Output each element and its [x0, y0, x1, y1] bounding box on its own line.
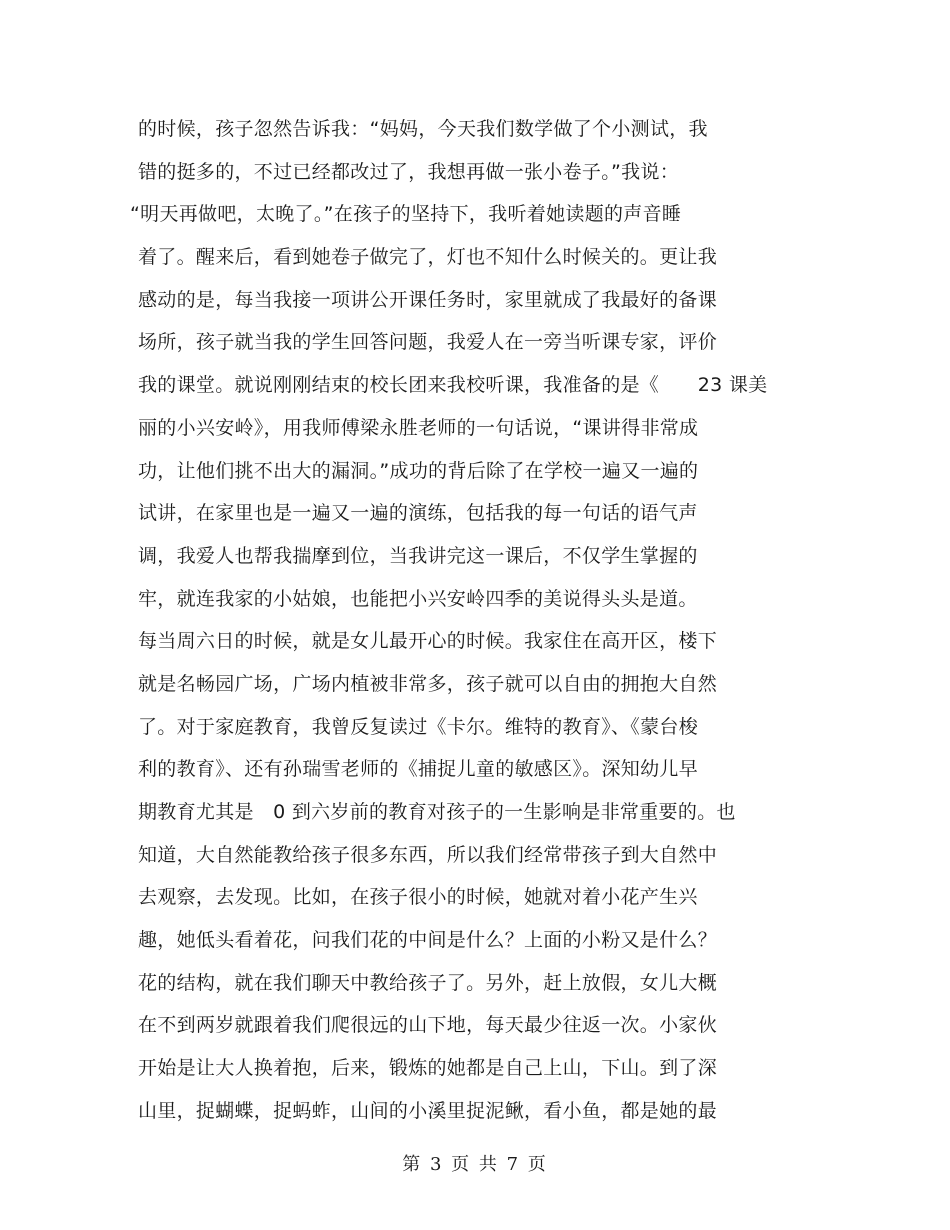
text-line: 山里，捉蝴蝶，捉蚂蚱，山间的小溪里捉泥鳅，看小鱼，都是她的最 — [138, 1099, 718, 1122]
text-line: 去观察，去发现。比如，在孩子很小的时候，她就对着小花产生兴 — [138, 886, 698, 909]
text-line: 感动的是，每当我接一项讲公开课任务时，家里就成了我最好的备课 — [138, 288, 718, 311]
text-line: 了。对于家庭教育，我曾反复读过《卡尔。维特的教育》、《蒙台梭 — [138, 715, 699, 738]
text-line: 知道，大自然能教给孩子很多东西，所以我们经常带孩子到大自然中 — [138, 843, 718, 866]
text-line: 功，让他们挑不出大的漏洞。”成功的背后除了在学校一遍又一遍的 — [138, 459, 699, 482]
text-line: 趣，她低头看着花，问我们花的中间是什么？上面的小粉又是什么？ — [138, 929, 718, 952]
text-line: 的时候，孩子忽然告诉我：“妈妈，今天我们数学做了个小测试，我 — [138, 118, 708, 140]
text-line: 丽的小兴安岭》，用我师傅梁永胜老师的一句话说，“课讲得非常成 — [138, 416, 699, 439]
text-line: “明天再做吧，太晚了。”在孩子的坚持下，我听着她读题的声音睡 — [130, 203, 682, 226]
text-line: 花的结构，就在我们聊天中教给孩子了。另外，赶上放假，女儿大概 — [138, 971, 718, 994]
page-number-footer: 第 3 页 共 7 页 — [402, 1154, 548, 1175]
text-line: 开始是让大人换着抱，后来，锻炼的她都是自己上山，下山。到了深 — [138, 1057, 718, 1080]
text-line: 利的教育》、还有孙瑞雪老师的《捕捉儿童的敏感区》。深知幼儿早 — [138, 758, 699, 781]
text-line: 场所，孩子就当我的学生回答问题，我爱人在一旁当听课专家，评价 — [138, 331, 718, 354]
text-line: 在不到两岁就跟着我们爬很远的山下地，每天最少往返一次。小家伙 — [138, 1014, 718, 1037]
text-line: 期教育尤其是 0 到六岁前的教育对孩子的一生影响是非常重要的。也 — [138, 801, 736, 823]
text-line: 试讲，在家里也是一遍又一遍的演练，包括我的每一句话的语气声 — [138, 502, 698, 525]
text-line: 错的挺多的，不过已经都改过了，我想再做一张小卷子。”我说： — [138, 160, 680, 183]
text-line: 就是名畅园广场，广场内植被非常多，孩子就可以自由的拥抱大自然 — [138, 672, 718, 695]
text-line: 我的课堂。就说刚刚结束的校长团来我校听课，我准备的是《 23 课美 — [138, 374, 768, 397]
body-text — [130, 112, 808, 1137]
text-line: 每当周六日的时候，就是女儿最开心的时候。我家住在高开区，楼下 — [138, 630, 718, 653]
text-line: 牢，就连我家的小姑娘，也能把小兴安岭四季的美说得头头是道。 — [138, 587, 698, 610]
text-line: 调，我爱人也帮我揣摩到位，当我讲完这一课后，不仅学生掌握的 — [138, 544, 698, 567]
text-line: 着了。醒来后，看到她卷子做完了，灯也不知什么时候关的。更让我 — [138, 246, 718, 269]
